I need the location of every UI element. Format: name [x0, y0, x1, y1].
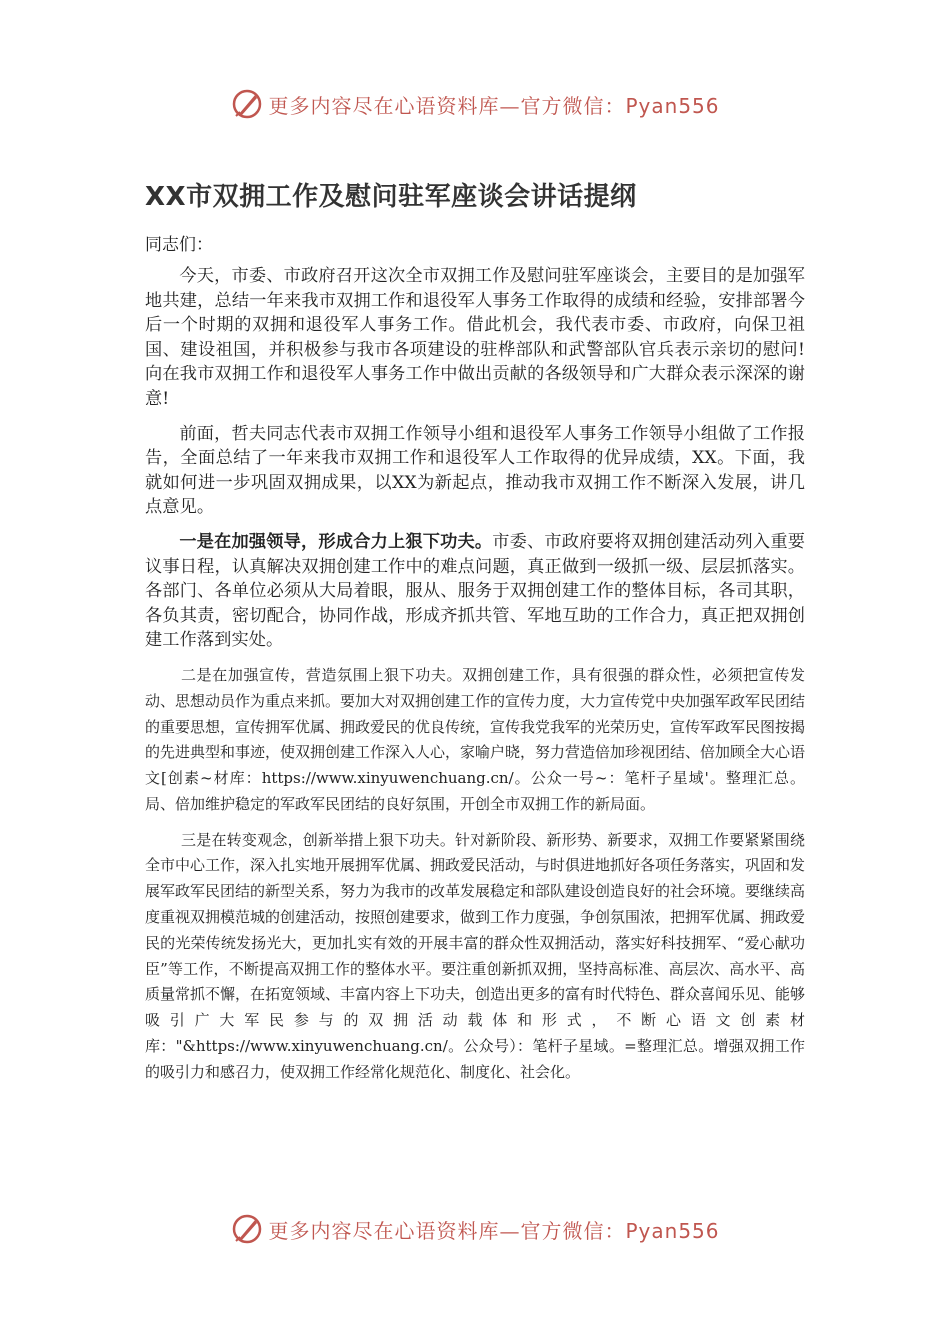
paragraph-1: 今天，市委、市政府召开这次全市双拥工作及慰问驻军座谈会，主要目的是加强军地共建，总结一年来我市双拥工作和退役军人事务工作取得的成绩和经验，安排部署今后一个时期的双拥和退役军人事务工作。借此机会，我代表市委、市政府，向保卫祖国、建设祖国，并积极参与我市各项建设的驻桦部队和武警部队官兵表示亲切的慰问!向在我市双拥工作和退役军人事务工作中做出贡献的各级领导和广大群众表示深深的谢意!	[145, 266, 805, 409]
quill-pen-logo-icon	[230, 87, 264, 121]
document-title: XX市双拥工作及慰问驻军座谈会讲话提纲	[145, 182, 637, 212]
paragraph-4: 二是在加强宣传，营造氛围上狠下功夫。双拥创建工作，具有很强的群众性，必须把宣传发动、思想动员作为重点来抓。要加大对双拥创建工作的宣传力度，大力宣传党中央加强军政军民团结的重要思想，宣传拥军优属、拥政爱民的优良传统，宣传我党我军的光荣历史，宣传军政军民图按揭的先进典型和事迹，使双拥创建工作深入人心，家喻户晓，努力营造倍加珍视团结、倍加顾全大心语文[创素~材库：https://www.xinyuwenchuang.cn/。公众一号~：笔杆子星域'。整理汇总。局、倍加维护稳定的军政军民团结的良好氛围，开创全市双拥工作的新局面。	[145, 665, 806, 813]
wechat-id: Pyan556	[625, 93, 720, 118]
header-banner	[0, 84, 950, 124]
salutation: 同志们：	[145, 235, 213, 255]
wechat-id: Pyan556	[625, 1218, 720, 1243]
banner-text: 更多内容尽在心语资料库—官方微信：Pyan556	[268, 93, 720, 118]
paragraph-5: 三是在转变观念，创新举措上狠下功夫。针对新阶段、新形势、新要求，双拥工作要紧紧围绕全市中心工作，深入扎实地开展拥军优属、拥政爱民活动，与时俱进地抓好各项任务落实，巩固和发展军政军民团结的新型关系，努力为我市的改革发展稳定和部队建设创造良好的社会环境。要继续高度重视双拥模范城的创建活动，按照创建要求，做到工作力度强，争创氛围浓，把拥军优属、拥政爱民的光荣传统发扬光大，更加扎实有效的开展丰富的群众性双拥活动，落实好科技拥军、“爱心献功臣”等工作，不断提高双拥工作的整体水平。要注重创新抓双拥，坚持高标准、高层次、高水平、高质量常抓不懈，在拓宽领域、丰富内容上下功夫，创造出更多的富有时代特色、群众喜闻乐见、能够吸引广大军民参与的双拥活动载体和形式，不断心语文创素材库："&https://www.xinyuwenchuang.cn/。公众号）：笔杆子星域。=整理汇总。增强双拥工作的吸引力和感召力，使双拥工作经常化规范化、制度化、社会化。	[145, 830, 806, 1081]
paragraph-2: 前面，哲夫同志代表市双拥工作领导小组和退役军人事务工作领导小组做了工作报告，全面总结了一年来我市双拥工作和退役军人工作取得的优异成绩，XX。下面，我就如何进一步巩固双拥成果，以XX为新起点，推动我市双拥工作不断深入发展，讲几点意见。	[145, 423, 805, 518]
paragraph-3	[145, 530, 805, 653]
paragraph-3-lead: 一是在加强领导，形成合力上狠下功夫。	[179, 531, 493, 552]
footer-banner	[0, 1209, 950, 1249]
document-body	[145, 232, 805, 1096]
quill-pen-logo-icon	[230, 1212, 264, 1246]
banner-text: 更多内容尽在心语资料库—官方微信：Pyan556	[268, 1218, 720, 1243]
paragraph-3-body: 市委、市政府要将双拥创建活动列入重要议事日程，认真解决双拥创建工作中的难点问题，真正做到一级抓一级、层层抓落实。各部门、各单位必须从大局着眼，服从、服务于双拥创建工作的整体目标，各司其职，各负其责，密切配合，协同作战，形成齐抓共管、军地互助的工作合力，真正把双拥创建工作落到实处。	[145, 531, 805, 651]
